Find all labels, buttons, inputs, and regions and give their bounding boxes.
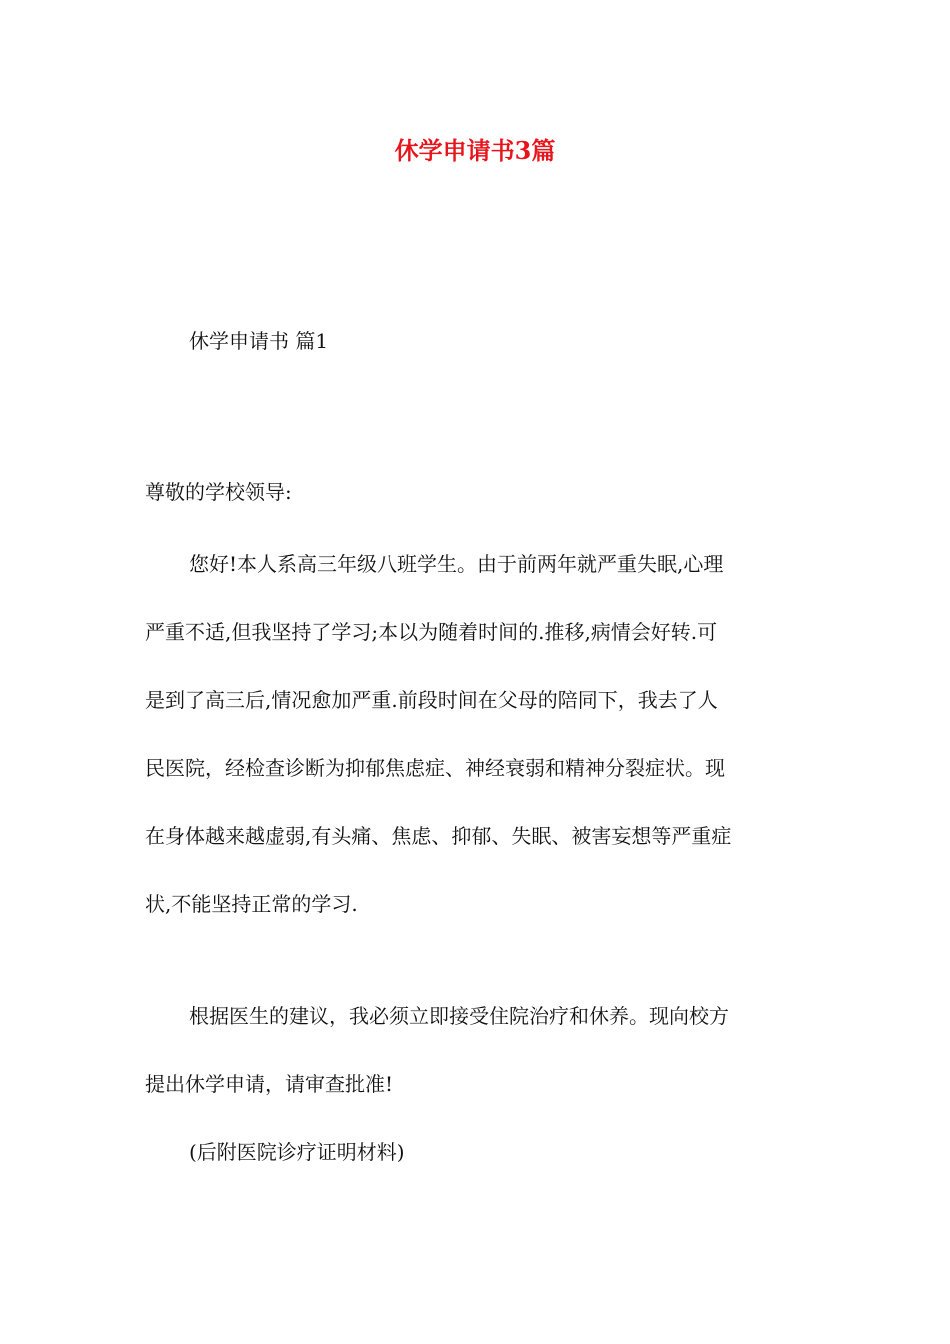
- paragraph-line: 严重不适,但我坚持了学习;本以为随着时间的.推移,病情会好转.可: [145, 620, 718, 644]
- paragraph-line: 在身体越来越虚弱,有头痛、焦虑、抑郁、失眠、被害妄想等严重症: [145, 824, 732, 848]
- attachment-note-text: (后附医院诊疗证明材料): [189, 1140, 405, 1164]
- paragraph-line: 根据医生的建议，我必须立即接受住院治疗和休养。现向校方: [189, 1004, 729, 1028]
- paragraph-line: 民医院，经检查诊断为抑郁焦虑症、神经衰弱和精神分裂症状。现: [145, 756, 725, 780]
- paragraph-line: 状,不能坚持正常的学习.: [145, 892, 358, 916]
- body-paragraph-2: [145, 982, 810, 1118]
- attachment-note: [145, 1118, 810, 1186]
- salutation: 尊敬的学校领导:: [145, 480, 292, 504]
- body-paragraph-1: [145, 530, 810, 938]
- document-title: 休学申请书3篇: [394, 136, 556, 165]
- paragraph-line: 提出休学申请，请审查批准!: [145, 1072, 394, 1096]
- paragraph-line: 您好!本人系高三年级八班学生。由于前两年就严重失眠,心理: [189, 552, 724, 576]
- section-heading: 休学申请书 篇1: [189, 329, 329, 353]
- paragraph-line: 是到了高三后,情况愈加严重.前段时间在父母的陪同下，我去了人: [145, 688, 718, 712]
